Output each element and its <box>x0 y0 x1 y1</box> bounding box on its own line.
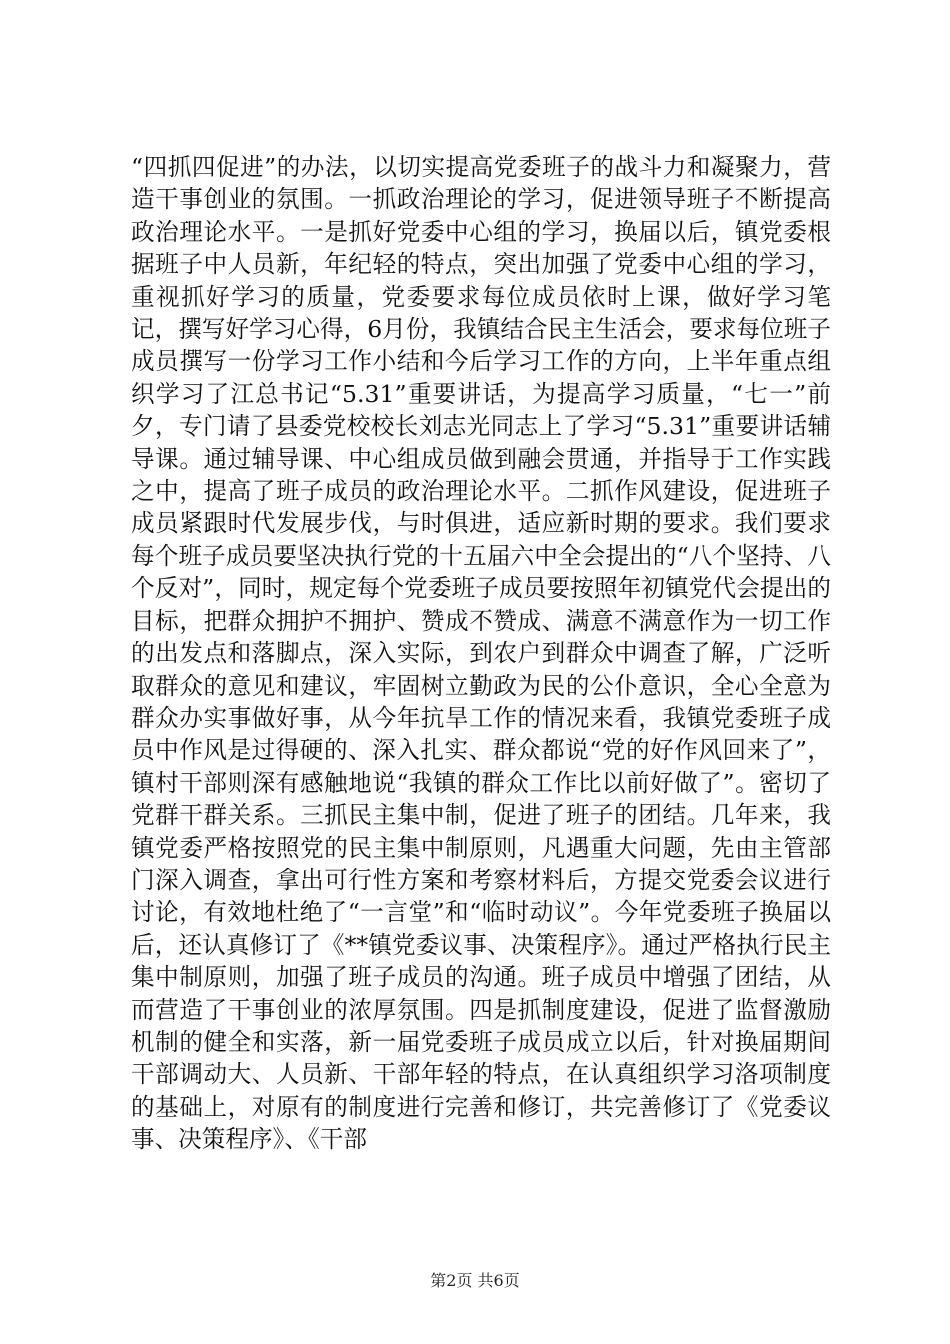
body-paragraph: “四抓四促进”的办法，以切实提高党委班子的战斗力和凝聚力，营造干事创业的氛围。一抓政治理论的学习，促进领导班子不断提高政治理论水平。一是抓好党委中心组的学习，换届以后，镇党委根据班子中人员新，年纪轻的特点，突出加强了党委中心组的学习，重视抓好学习的质量，党委要求每位成员依时上课，做好学习笔记，撰写好学习心得，6月份，我镇结合民主生活会，要求每位班子成员撰写一份学习工作小结和今后学习工作的方向，上半年重点组织学习了江总书记“5.31”重要讲话，为提高学习质量，“七一”前夕，专门请了县委党校校长刘志光同志上了学习“5.31”重要讲话辅导课。通过辅导课、中心组成员做到融会贯通，并指导于工作实践之中，提高了班子成员的政治理论水平。二抓作风建设，促进班子成员紧跟时代发展步伐，与时俱进，适应新时期的要求。我们要求每个班子成员要坚决执行党的十五届六中全会提出的“八个坚持、八个反对”，同时，规定每个党委班子成员要按照年初镇党代会提出的目标，把群众拥护不拥护、赞成不赞成、满意不满意作为一切工作的出发点和落脚点，深入实际，到农户到群众中调查了解，广泛听取群众的意见和建议，牢固树立勤政为民的公仆意识，全心全意为群众办实事做好事，从今年抗旱工作的情况来看，我镇党委班子成员中作风是过得硬的、深入扎实、群众都说“党的好作风回来了”，镇村干部则深有感触地说“我镇的群众工作比以前好做了”。密切了党群干群关系。三抓民主集中制，促进了班子的团结。几年来，我镇党委严格按照党的民主集中制原则，凡遇重大问题，先由主管部门深入调查，拿出可行性方案和考察材料后，方提交党委会议进行讨论，有效地杜绝了“一言堂”和“临时动议”。今年党委班子换届以后，还认真修订了《**镇党委议事、决策程序》。通过严格执行民主集中制原则，加强了班子成员的沟通。班子成员中增强了团结，从而营造了干事创业的浓厚氛围。四是抓制度建设，促进了监督激励机制的健全和实落，新一届党委班子成员成立以后，针对换届期间干部调动大、人员新、干部年轻的特点，在认真组织学习洛项制度的基础上，对原有的制度进行完善和修订，共完善修订了《党委议事、决策程序》、《干部 <box>131 153 831 1154</box>
page-number-footer: 第2页 共6页 <box>430 1271 520 1290</box>
